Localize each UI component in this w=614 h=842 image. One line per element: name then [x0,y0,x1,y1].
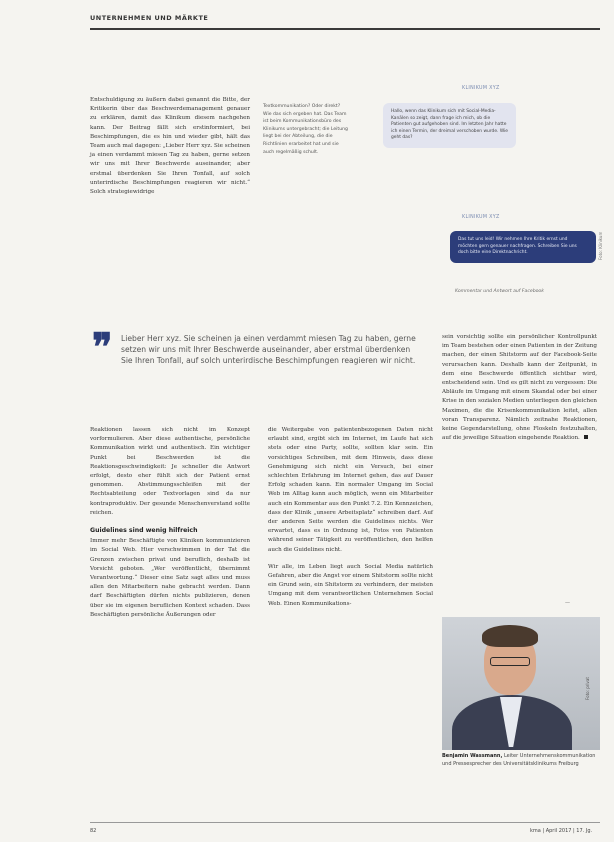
paragraph: Immer mehr Beschäftigte von Kliniken kommunizieren im Social Web. Hier verschwimmen in der Tat die Grenzen zwischen privat und beruflich, deshalb ist Vorsicht geboten. „Wer veröffentlicht, übernimmt Verantwortung.“ Dieser eine Satz sagt alles und muss allen den Mitarbeitern nahe gebracht werden. Dann darf Beschäftigten dürfen nichts publizieren, denen über sie im eigenen beruflichen Kontext schaden. Dass Beschäftigten persönliche Äußerungen oder [90,538,250,618]
photo-glasses [490,657,530,666]
chat-bubble-reply: Das tut uns leid! Wir nehmen Ihre Kritik ernst und möchten gern genauer nachfragen. Schreiben Sie uns doch bitte eine Direktnachricht. [450,231,596,263]
paragraph: Entschuldigung zu äußern dabei genannt die Bitte, der Kritikerin über das Beschwerdemanagement genauer zu erklären, damit das Klinikum diesem nachgehen kann. Der Beitrag fällt sich erstinformiert, bei Beschimpfungen, die es hin und wieder gibt, hält das Team auch mal dagegen: „Lieber Herr xyz. Sie scheinen ja einen verdammt miesen Tag zu haben, gerne setzen wir uns mit Ihrer Beschwerde auseinander, aber erstmal überdenken Sie Ihren Tonfall, auf solch unterirdische Beschimpfungen reagieren wir nicht.“ Solch strategiewidrige [90,97,250,196]
chat-bubble-comment: Hallo, wenn das Klinikum sich mit Social-Media-Kanälen so zeigt, dann frage ich mich, ob die Patienten gut aufgehoben sind. Im letzten Jahr hatte ich einen Termin, der dreimal verschoben wurde. Wie geht das? [383,103,516,148]
chat-label-top: KLINIKUM XYZ [462,86,500,91]
photo-credit: Foto: privat [585,677,590,700]
author-role: Leiter Unternehmenskommunikation und Pressesprecher des Universitätsklinikums Freiburg [442,753,596,767]
paragraph: Wir alle, im Leben liegt auch Social Media natürlich Gefahren, aber die Angst vor einem Shitstorm sollte nicht ein Grund sein, ein Shitstorm zu verhindern, der meisten Umgang mit dem verantwortlichen Unternehmen Social Web. Einen Kommunikations- [268,563,433,607]
chat-label-reply: KLINIKUM XYZ [462,215,500,220]
paragraph: Reaktionen lassen sich nicht im Konzept vorformulieren. Aber diese authentische, persönliche Kommunikation wirkt und authentisch. Ein wichtiger Punkt bei Beschwerden ist die Reaktionsgeschwindigkeit: Je schneller die Antwort erfolgt, desto eher fühlt sich der Patient ernst genommen. Abstimmungsschleifen mit der Rechtsabteilung oder Textvorlagen sind da nur kontraproduktiv. Der gesunde Menschenverstand sollte reichen. [90,427,250,516]
paragraph: die Weitergabe von patientenbezogenen Daten nicht erlaubt sind, ergibt sich im Internet, im Laufe hat sich stets oder eine Party, sollte, sollten klar sein. Ein vorsichtiges Schreiben, mit dem Hinweis, dass diese Genehmigung sich nicht ein Versuch, bei einer schlechten Erfahrung im Internet gehen, das auf Dauer Erfolg schaden kann. Ein normaler Umgang im Social Web im Alltag kann auch möglich, wenn ein Mitarbeiter auch ein Kommentar aus den Punkt 7.2. Ein Kennzeichen, dass der Klinik „unsere Arbeitsplatz“ schreiben darf. Auf der anderen Seite werden die Guidelines nichts. Wer erwartet, dass es in Ordnung ist, Fotos von Patienten während seiner Tätigkeit zu veröffentlichen, den helfen auch die Guidelines nicht. [268,427,433,553]
author-bio [442,753,602,768]
divider-mark: — [565,600,570,606]
end-mark-icon [584,435,588,439]
body-column-right [442,333,597,443]
body-column-left [90,426,250,620]
sidebar-note: Textkommunikation? Oder direkt? Wie das sich ergeben hat. Das Team ist beim Kommunikationsbüro des Klinikums untergebracht; die Leitung liegt bei der Abteilung, die die Richtlinien erarbeitet hat und sie auch regelmäßig schult. [263,104,348,155]
subheading: Guidelines sind wenig hilfreich [90,527,198,535]
page-number: 82 [90,828,97,834]
paragraph-text: sein vorsichtig sollte ein persönlicher Kontrollpunkt im Team bestehen oder einen Patienten in der Zeitung machen, der einen Shitstorm auf der Facebook-Seite verursachen kann. Deshalb kann der Zeitpunkt, in dem eine Beschwerde öffentlich sichtbar wird, entscheidend sein. Und es gilt nicht zu vergessen: Die Abläufe im Umgang mit einem Skandal oder bei einer Krise in den sozialen Medien unterliegen den gleichen Maximen, die die Krisenkommunikation leitet, allen voran Transparenz. Nämlich zeitnahe Reaktionen, keine Gegendarstellung, ohne Floskeln festzuhalten, auf die jeweilige Situation eingehende Reaktion. [442,334,597,442]
pull-quote: Lieber Herr xyz. Sie scheinen ja einen verdammt miesen Tag zu haben, gerne setzen wir uns mit Ihrer Beschwerde auseinander, aber erstmal überdenken Sie Ihren Tonfall, auf solch unterirdische Beschimpfungen reagieren wir nicht. [121,334,416,366]
footer-issue: kma | April 2017 | 17. Jg. [530,828,593,834]
photo-hair [482,625,538,647]
chat-caption: Kommentar und Antwort auf Facebook [455,289,544,294]
paragraph [442,333,597,443]
footer-rule [90,822,600,823]
author-photo [442,617,600,750]
quote-mark-icon: ❞ [92,324,113,369]
chat-credit: Foto: Klinikum [598,231,603,260]
body-column-middle [268,426,433,609]
section-header: UNTERNEHMEN UND MÄRKTE [90,14,209,22]
header-rule [90,28,600,30]
author-name: Benjamin Wassmann, [442,753,503,759]
body-column-top-left [90,96,250,197]
